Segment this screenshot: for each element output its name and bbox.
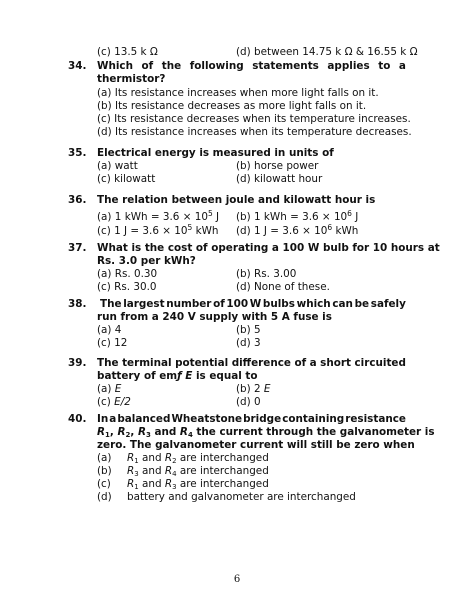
q34-number: 34. (68, 60, 87, 72)
q39-question-line2: battery of emƒ E is equal to (97, 370, 258, 382)
q40-option-c: $R_1$ and $R_3$ are interchanged (127, 478, 269, 491)
q40-option-d-label: (d) (97, 491, 112, 503)
q34-question-line2: thermistor? (97, 73, 166, 85)
q34-option-b: (b) Its resistance decreases as more light falls on it. (97, 100, 367, 112)
q38-option-c: (c) 12 (97, 337, 128, 349)
q39-option-c: (c) E/2 (97, 396, 131, 408)
q38-option-d: (d) 3 (236, 337, 261, 349)
q38-question-line1: The largest number of 100 W bulbs which can be safely (100, 298, 406, 310)
q36-option-c: (c) 1 $J = 3.6 \times 10^5$ kWh (97, 223, 219, 237)
q38-option-a: (a) 4 (97, 324, 122, 336)
q40-option-a: $R_1$ and $R_2$ are interchanged (127, 452, 269, 465)
q37-option-b: (b) Rs. 3.00 (236, 268, 297, 280)
q40-number: 40. (68, 413, 87, 425)
q35-number: 35. (68, 147, 87, 159)
q38-number: 38. (68, 298, 87, 310)
q39-option-a: (a) E (97, 383, 122, 395)
q35-option-b: (b) horse power (236, 160, 319, 172)
q38-question-line2: run from a 240 V supply with 5 A fuse is (97, 311, 332, 323)
q33-option-d: (d) between 14.75 k Ω & 16.55 k Ω (236, 46, 418, 58)
q39-option-b: (b) 2 E (236, 383, 271, 395)
q38-option-b: (b) 5 (236, 324, 261, 336)
q35-option-c: (c) kilowatt (97, 173, 156, 185)
q37-question-line2: Rs. 3.0 per kWh? (97, 255, 196, 267)
q40-option-b-label: (b) (97, 465, 112, 477)
q36-option-b: (b) 1 kWh = $3.6 \times 10^6$ J (236, 209, 359, 223)
q34-question-line1: Which of the following statements applies to a (97, 60, 406, 72)
q36-number: 36. (68, 194, 87, 206)
page-number: 6 (233, 574, 241, 585)
q36-option-a: (a) 1 kWh = $3.6 \times 10^5$ J (97, 209, 220, 223)
q39-question-line1: The terminal potential difference of a short circuited (97, 357, 406, 369)
q39-number: 39. (68, 357, 87, 369)
q40-option-d: battery and galvanometer are interchanged (127, 491, 356, 503)
q34-option-a: (a) Its resistance increases when more light falls on it. (97, 87, 379, 99)
q36-question: The relation between joule and kilowatt hour is (97, 194, 376, 206)
q37-option-a: (a) Rs. 0.30 (97, 268, 158, 280)
q34-option-c: (c) Its resistance decreases when its temperature increases. (97, 113, 411, 125)
q39-option-d: (d) 0 (236, 396, 261, 408)
q37-question-line1: What is the cost of operating a 100 W bulb for 10 hours at (97, 242, 440, 254)
q35-question: Electrical energy is measured in units of (97, 147, 334, 159)
q40-option-c-label: (c) (97, 478, 111, 490)
q40-question-line3: zero. The galvanometer current will still be zero when (97, 439, 415, 451)
q33-option-c: (c) 13.5 k Ω (97, 46, 158, 58)
q35-option-d: (d) kilowatt hour (236, 173, 323, 185)
q40-question-line2: $R_1$, $R_2$, $R_3$ and $R_4$ the current through the galvanometer is (97, 426, 435, 439)
q37-option-d: (d) None of these. (236, 281, 330, 293)
q40-option-b: $R_3$ and $R_4$ are interchanged (127, 465, 269, 478)
q37-option-c: (c) Rs. 30.0 (97, 281, 157, 293)
q40-option-a-label: (a) (97, 452, 112, 464)
q37-number: 37. (68, 242, 87, 254)
q35-option-a: (a) watt (97, 160, 138, 172)
q40-question-line1: In a balanced Wheatstone bridge containing resistance (97, 413, 406, 425)
q34-option-d: (d) Its resistance increases when its temperature decreases. (97, 126, 412, 138)
q36-option-d: (d) 1 $J = 3.6 \times 10^6$ kWh (236, 223, 359, 237)
